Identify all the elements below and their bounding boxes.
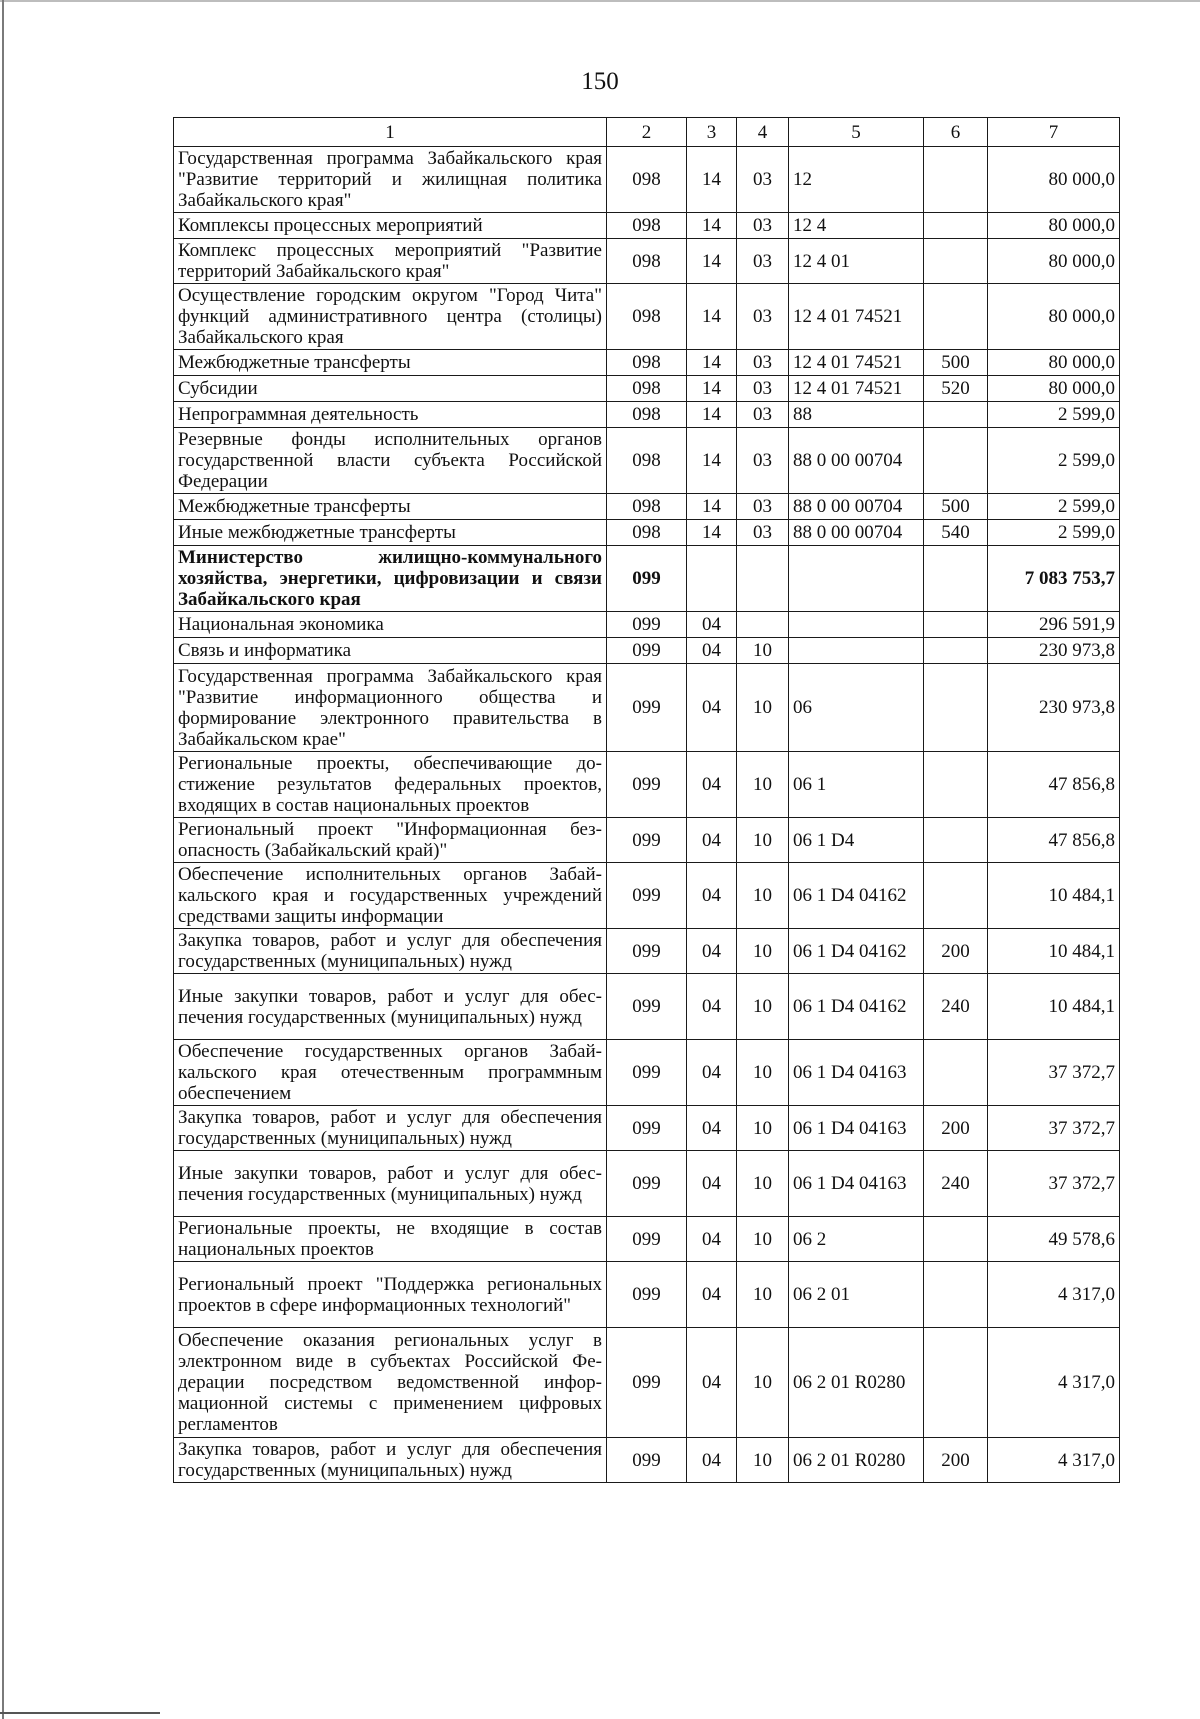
- row-pr: 03: [737, 350, 789, 376]
- row-pr: 03: [737, 376, 789, 402]
- row-pr: 10: [737, 1106, 789, 1151]
- row-pr: 10: [737, 638, 789, 664]
- row-vr: 540: [924, 520, 988, 546]
- row-vr: [924, 752, 988, 818]
- row-name: Национальная экономика: [174, 612, 607, 638]
- row-ved: 098: [607, 350, 687, 376]
- row-ved: 098: [607, 520, 687, 546]
- row-ved: 098: [607, 494, 687, 520]
- row-csr: 12 4 01 74521: [789, 284, 924, 350]
- row-pr: 10: [737, 1328, 789, 1438]
- row-vr: 240: [924, 1151, 988, 1217]
- row-name: Региональный проект "Поддержка региональных проектов в сфере информационных технологий": [174, 1262, 607, 1328]
- row-pr: 03: [737, 147, 789, 213]
- row-sum: 4 317,0: [988, 1438, 1120, 1483]
- table-row: [174, 213, 1120, 239]
- row-pr: 10: [737, 974, 789, 1040]
- row-pr: 10: [737, 1151, 789, 1217]
- row-rz: 04: [687, 612, 737, 638]
- row-ved: 099: [607, 1328, 687, 1438]
- row-rz: 04: [687, 1151, 737, 1217]
- row-rz: 04: [687, 664, 737, 752]
- row-ved: 098: [607, 213, 687, 239]
- row-sum: 80 000,0: [988, 284, 1120, 350]
- scan-edge-top: [0, 0, 1200, 2]
- row-sum: 10 484,1: [988, 974, 1120, 1040]
- row-ved: 099: [607, 863, 687, 929]
- row-ved: 098: [607, 376, 687, 402]
- row-csr: 06 1 D4: [789, 818, 924, 863]
- row-csr: 12 4 01 74521: [789, 350, 924, 376]
- row-name: Иные закупки товаров, работ и услуг для обеспечения государственных (муниципальных) нужд: [174, 974, 607, 1040]
- row-vr: [924, 147, 988, 213]
- row-csr: 88 0 00 00704: [789, 494, 924, 520]
- row-rz: 04: [687, 1040, 737, 1106]
- row-pr: 03: [737, 284, 789, 350]
- row-csr: 06 2 01 R0280: [789, 1328, 924, 1438]
- row-name: Осуществление городским округом "Город Чита" функций административного центра (столицы) Забайкальского края: [174, 284, 607, 350]
- row-csr: 06 1 D4 04162: [789, 863, 924, 929]
- row-sum: 2 599,0: [988, 494, 1120, 520]
- row-sum: 2 599,0: [988, 520, 1120, 546]
- row-name: Обеспечение государственных органов Забайкальского края отечественным программным обеспечением: [174, 1040, 607, 1106]
- row-name: Межбюджетные трансферты: [174, 350, 607, 376]
- table-row: [174, 520, 1120, 546]
- row-rz: 04: [687, 1328, 737, 1438]
- row-ved: 099: [607, 546, 687, 612]
- row-vr: [924, 428, 988, 494]
- row-ved: 099: [607, 929, 687, 974]
- row-pr: 10: [737, 929, 789, 974]
- row-csr: 06 1 D4 04163: [789, 1106, 924, 1151]
- row-pr: 10: [737, 1040, 789, 1106]
- row-vr: [924, 1328, 988, 1438]
- row-name: Субсидии: [174, 376, 607, 402]
- row-sum: 296 591,9: [988, 612, 1120, 638]
- table-row: [174, 1438, 1120, 1483]
- row-name: Закупка товаров, работ и услуг для обеспечения государственных (муниципальных) нужд: [174, 1106, 607, 1151]
- row-sum: 80 000,0: [988, 147, 1120, 213]
- table-body: [174, 118, 1120, 1483]
- header-row: [174, 118, 1120, 147]
- page-number: 150: [581, 68, 619, 95]
- row-rz: 04: [687, 863, 737, 929]
- row-ved: 099: [607, 612, 687, 638]
- row-pr: 10: [737, 1262, 789, 1328]
- row-sum: 47 856,8: [988, 818, 1120, 863]
- row-ved: 099: [607, 1040, 687, 1106]
- row-rz: 14: [687, 428, 737, 494]
- row-ved: 098: [607, 284, 687, 350]
- table-row: [174, 929, 1120, 974]
- table-row: [174, 1217, 1120, 1262]
- row-ved: 099: [607, 1438, 687, 1483]
- row-sum: 230 973,8: [988, 638, 1120, 664]
- row-sum: 230 973,8: [988, 664, 1120, 752]
- table-row: [174, 147, 1120, 213]
- row-pr: 10: [737, 752, 789, 818]
- row-sum: 37 372,7: [988, 1151, 1120, 1217]
- row-name: Закупка товаров, работ и услуг для обеспечения государственных (муниципальных) нужд: [174, 1438, 607, 1483]
- row-rz: 14: [687, 239, 737, 284]
- table-row: [174, 752, 1120, 818]
- table-row: [174, 350, 1120, 376]
- row-rz: 04: [687, 752, 737, 818]
- table-row: [174, 239, 1120, 284]
- row-csr: 12 4 01 74521: [789, 376, 924, 402]
- row-vr: [924, 284, 988, 350]
- row-rz: 14: [687, 284, 737, 350]
- row-name: Региональный проект "Информационная безопасность (Забайкальский край)": [174, 818, 607, 863]
- row-ved: 099: [607, 818, 687, 863]
- row-sum: 80 000,0: [988, 239, 1120, 284]
- row-rz: 14: [687, 520, 737, 546]
- row-csr: 06 2 01: [789, 1262, 924, 1328]
- row-rz: 04: [687, 1106, 737, 1151]
- column-header: 7: [988, 118, 1120, 147]
- row-name: Резервные фонды исполнительных органов государственной власти субъекта Российской Федерации: [174, 428, 607, 494]
- row-csr: 12: [789, 147, 924, 213]
- row-vr: [924, 1217, 988, 1262]
- row-csr: 06 1: [789, 752, 924, 818]
- row-name: Закупка товаров, работ и услуг для обеспечения государственных (муниципальных) нужд: [174, 929, 607, 974]
- row-vr: 500: [924, 350, 988, 376]
- row-rz: [687, 546, 737, 612]
- table-row: [174, 1106, 1120, 1151]
- row-name: Государственная программа Забайкальского края "Развитие информационного общества и формирование электронного правительства в Забайкальском крае": [174, 664, 607, 752]
- row-vr: 500: [924, 494, 988, 520]
- row-pr: 10: [737, 818, 789, 863]
- row-name: Иные межбюджетные трансферты: [174, 520, 607, 546]
- row-ved: 099: [607, 752, 687, 818]
- row-pr: 10: [737, 1217, 789, 1262]
- row-ved: 098: [607, 239, 687, 284]
- row-csr: 06 1 D4 04163: [789, 1040, 924, 1106]
- table-row: [174, 638, 1120, 664]
- row-sum: 80 000,0: [988, 350, 1120, 376]
- row-ved: 098: [607, 402, 687, 428]
- row-rz: 14: [687, 376, 737, 402]
- row-name: Министерство жилищно-коммунального хозяйства, энергетики, цифровизации и связи Забайкальского края: [174, 546, 607, 612]
- table-row: [174, 284, 1120, 350]
- row-rz: 14: [687, 494, 737, 520]
- row-vr: [924, 863, 988, 929]
- scan-edge-bottom: [0, 1712, 160, 1714]
- row-vr: [924, 1262, 988, 1328]
- row-csr: 06 2 01 R0280: [789, 1438, 924, 1483]
- row-name: Межбюджетные трансферты: [174, 494, 607, 520]
- row-name: Региональные проекты, обеспечивающие достижение результатов федеральных проектов, входящих в состав национальных проектов: [174, 752, 607, 818]
- row-vr: [924, 546, 988, 612]
- column-header: 3: [687, 118, 737, 147]
- row-pr: 03: [737, 428, 789, 494]
- table-row: [174, 1040, 1120, 1106]
- table-row: [174, 1262, 1120, 1328]
- row-csr: 12 4: [789, 213, 924, 239]
- row-csr: 88: [789, 402, 924, 428]
- table-row: [174, 612, 1120, 638]
- row-name: Иные закупки товаров, работ и услуг для обеспечения государственных (муниципальных) нужд: [174, 1151, 607, 1217]
- row-rz: 04: [687, 1438, 737, 1483]
- row-pr: 03: [737, 520, 789, 546]
- row-pr: 03: [737, 402, 789, 428]
- row-rz: 04: [687, 818, 737, 863]
- column-header: 4: [737, 118, 789, 147]
- row-rz: 04: [687, 1262, 737, 1328]
- row-sum: 4 317,0: [988, 1328, 1120, 1438]
- row-csr: 06: [789, 664, 924, 752]
- row-vr: [924, 1040, 988, 1106]
- row-csr: 06 1 D4 04163: [789, 1151, 924, 1217]
- row-rz: 04: [687, 638, 737, 664]
- row-sum: 2 599,0: [988, 428, 1120, 494]
- row-name: Непрограммная деятельность: [174, 402, 607, 428]
- row-name: Связь и информатика: [174, 638, 607, 664]
- table-row: [174, 974, 1120, 1040]
- row-sum: 37 372,7: [988, 1106, 1120, 1151]
- table-row: [174, 376, 1120, 402]
- column-header: 2: [607, 118, 687, 147]
- budget-table: [173, 117, 1120, 1483]
- row-vr: [924, 612, 988, 638]
- row-pr: 03: [737, 239, 789, 284]
- row-csr: [789, 546, 924, 612]
- row-sum: 49 578,6: [988, 1217, 1120, 1262]
- row-rz: 04: [687, 974, 737, 1040]
- row-name: Обеспечение оказания региональных услуг в электронном виде в субъектах Российской Федерации посредством ведомственной информационной системы с применением цифровых регламентов: [174, 1328, 607, 1438]
- row-vr: 200: [924, 929, 988, 974]
- row-sum: 7 083 753,7: [988, 546, 1120, 612]
- row-vr: [924, 638, 988, 664]
- row-name: Обеспечение исполнительных органов Забайкальского края и государственных учреждений средствами защиты информации: [174, 863, 607, 929]
- table-row: [174, 1151, 1120, 1217]
- row-csr: 06 1 D4 04162: [789, 974, 924, 1040]
- row-vr: [924, 402, 988, 428]
- row-sum: 4 317,0: [988, 1262, 1120, 1328]
- row-vr: 520: [924, 376, 988, 402]
- row-ved: 099: [607, 1151, 687, 1217]
- row-name: Региональные проекты, не входящие в состав национальных проектов: [174, 1217, 607, 1262]
- row-vr: [924, 213, 988, 239]
- row-ved: 099: [607, 1106, 687, 1151]
- row-sum: 10 484,1: [988, 929, 1120, 974]
- row-csr: 88 0 00 00704: [789, 520, 924, 546]
- row-sum: 2 599,0: [988, 402, 1120, 428]
- row-name: Комплексы процессных мероприятий: [174, 213, 607, 239]
- table-row: [174, 863, 1120, 929]
- row-name: Государственная программа Забайкальского края "Развитие территорий и жилищная политика Забайкальского края": [174, 147, 607, 213]
- column-header: 5: [789, 118, 924, 147]
- row-ved: 099: [607, 664, 687, 752]
- table-row: [174, 494, 1120, 520]
- table-row: [174, 664, 1120, 752]
- row-sum: 47 856,8: [988, 752, 1120, 818]
- row-name: Комплекс процессных мероприятий "Развитие территорий Забайкальского края": [174, 239, 607, 284]
- table-row: [174, 1328, 1120, 1438]
- row-sum: 80 000,0: [988, 376, 1120, 402]
- row-ved: 099: [607, 1217, 687, 1262]
- row-pr: 10: [737, 1438, 789, 1483]
- row-pr: [737, 546, 789, 612]
- row-rz: 14: [687, 350, 737, 376]
- row-ved: 099: [607, 1262, 687, 1328]
- row-sum: 37 372,7: [988, 1040, 1120, 1106]
- row-pr: 03: [737, 213, 789, 239]
- row-pr: 10: [737, 664, 789, 752]
- row-vr: [924, 239, 988, 284]
- column-header: 1: [174, 118, 607, 147]
- row-rz: 04: [687, 1217, 737, 1262]
- row-vr: [924, 664, 988, 752]
- row-pr: 10: [737, 863, 789, 929]
- row-rz: 04: [687, 929, 737, 974]
- row-vr: 240: [924, 974, 988, 1040]
- row-ved: 099: [607, 638, 687, 664]
- table-row: [174, 818, 1120, 863]
- row-vr: [924, 818, 988, 863]
- column-header: 6: [924, 118, 988, 147]
- row-sum: 80 000,0: [988, 213, 1120, 239]
- row-pr: 03: [737, 494, 789, 520]
- row-ved: 098: [607, 428, 687, 494]
- scan-edge-left: [2, 0, 4, 1719]
- row-csr: 06 2: [789, 1217, 924, 1262]
- row-ved: 099: [607, 974, 687, 1040]
- row-vr: 200: [924, 1438, 988, 1483]
- row-csr: 12 4 01: [789, 239, 924, 284]
- row-csr: 06 1 D4 04162: [789, 929, 924, 974]
- row-rz: 14: [687, 213, 737, 239]
- row-sum: 10 484,1: [988, 863, 1120, 929]
- row-rz: 14: [687, 147, 737, 213]
- row-vr: 200: [924, 1106, 988, 1151]
- row-pr: [737, 612, 789, 638]
- row-csr: 88 0 00 00704: [789, 428, 924, 494]
- table-row: [174, 402, 1120, 428]
- table-row: [174, 428, 1120, 494]
- row-csr: [789, 612, 924, 638]
- row-ved: 098: [607, 147, 687, 213]
- row-rz: 14: [687, 402, 737, 428]
- table-row: [174, 546, 1120, 612]
- row-csr: [789, 638, 924, 664]
